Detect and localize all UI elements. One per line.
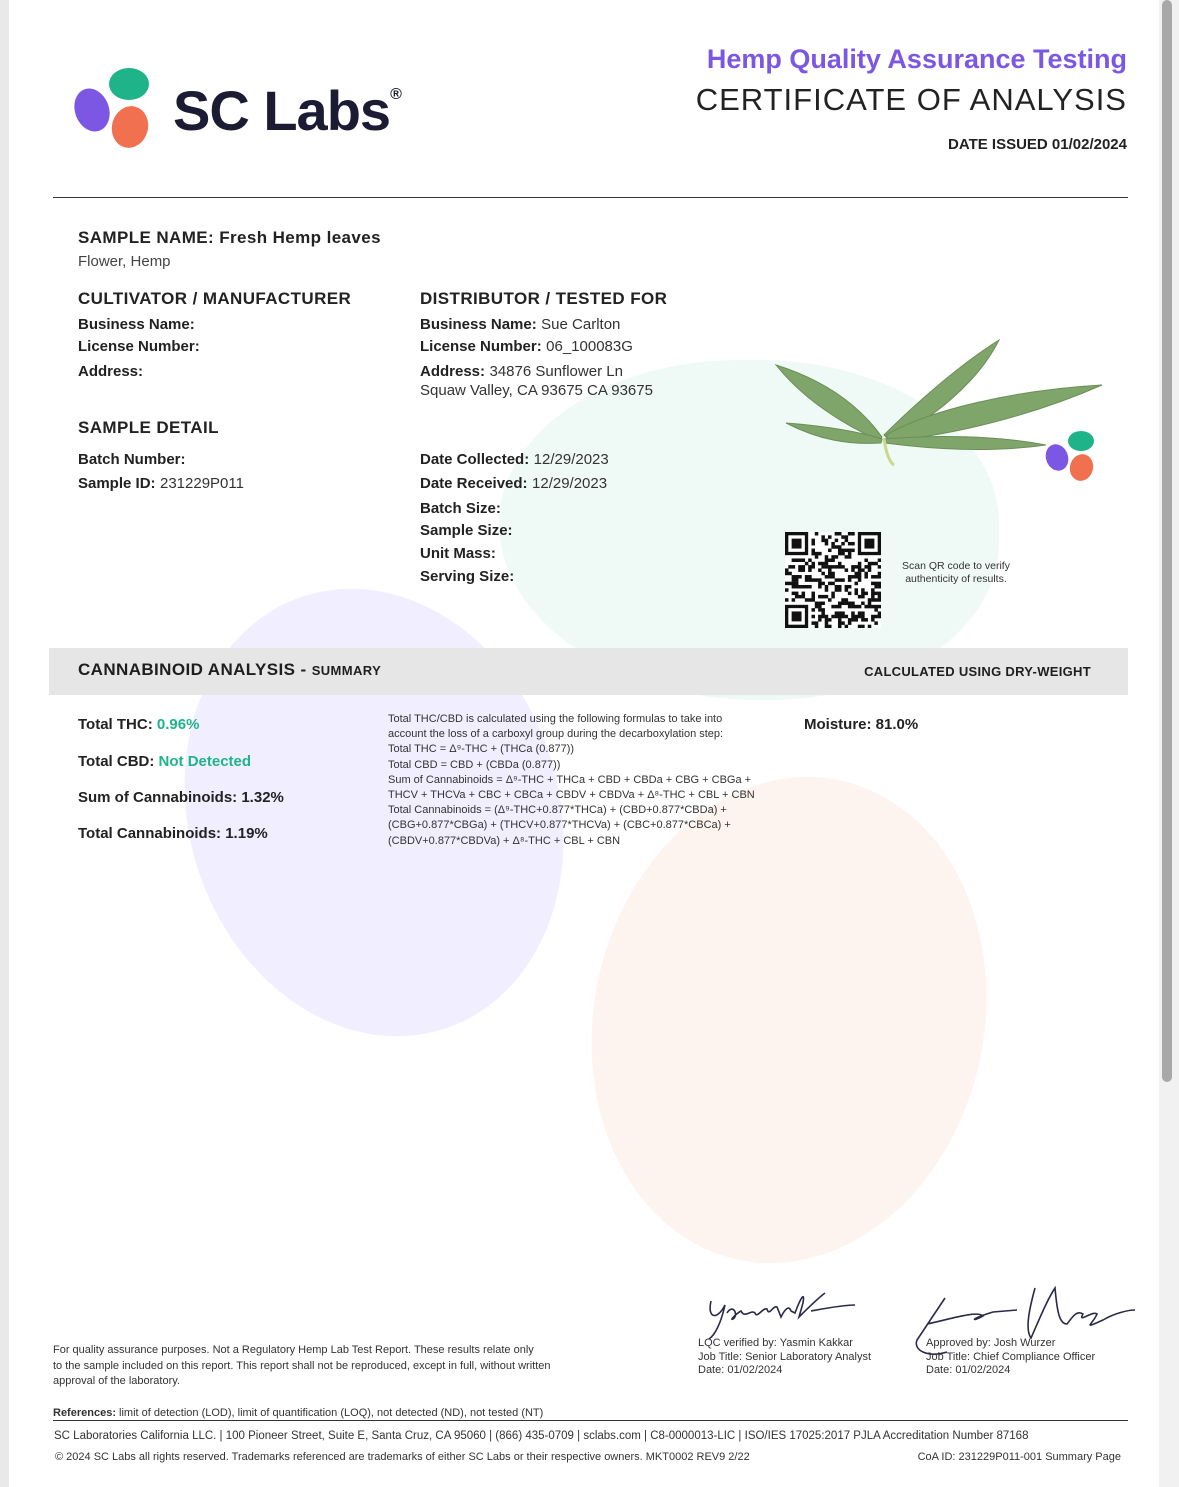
qr-caption: Scan QR code to verify authenticity of results.: [902, 560, 1010, 585]
moisture: Moisture: 81.0%: [804, 716, 919, 733]
report-subtitle: Hemp Quality Assurance Testing: [706, 44, 1127, 74]
report-title: CERTIFICATE OF ANALYSIS: [695, 82, 1127, 117]
distributor-address-line2: Squaw Valley, CA 93675 CA 93675: [420, 382, 653, 399]
sample-name: SAMPLE NAME: Fresh Hemp leaves: [78, 228, 381, 247]
approval-block: Approved by: Josh Wurzer Job Title: Chief Compliance Officer Date: 01/02/2024: [926, 1337, 1096, 1376]
copyright-line: © 2024 SC Labs all rights reserved. Trademarks referenced are trademarks of either SC Labs or their respective owners. MKT0002 REV9 2/22: [55, 1451, 750, 1463]
header-divider: [53, 197, 1128, 198]
batch-number-label: Batch Number:: [78, 451, 186, 468]
qr-code-icon[interactable]: [785, 532, 881, 628]
sample-id: Sample ID: 231229P011: [78, 475, 244, 492]
batch-size-label: Batch Size:: [420, 500, 501, 517]
total-thc: Total THC: 0.96%: [78, 716, 200, 733]
date-collected: Date Collected: 12/29/2023: [420, 451, 609, 468]
quality-assurance-note: For quality assurance purposes. Not a Regulatory Hemp Lab Test Report. These results relate only to the sample included on this report. This report shall not be reproduced, except in full, without written approval of the laboratory.: [53, 1344, 551, 1387]
footer-divider: [53, 1420, 1128, 1421]
date-received: Date Received: 12/29/2023: [420, 475, 608, 492]
sample-detail-heading: SAMPLE DETAIL: [78, 418, 219, 437]
vertical-scrollbar[interactable]: [1159, 0, 1179, 1487]
formula-notes: Total THC/CBD is calculated using the following formulas to take into account the loss of a carboxyl group during the decarboxylation step: Total THC = Δ⁹-THC + (THCa (0.877)) Total CBD = CBD + (CBDa (0.877)) Sum of Cannabinoids = Δ⁹-THC + THCa + CBD + CBDa + CBG + CBGa + THCV + THCVa + CBC + CBCa + CBDV + CBDVa + Δ⁸-THC + CBL + CBN Total Cannabinoids = (Δ⁹-THC+0.877*THCa) + (CBD+0.877*CBDa) + (CBG+0.877*CBGa) + (THCV+0.877*THCVa) + (CBC+0.877*CBCa) + (CBDV+0.877*CBDVa) + Δ⁸-THC + CBL + CBN: [388, 713, 755, 847]
yasmin-signature-image: [697, 1283, 867, 1343]
date-issued: DATE ISSUED 01/02/2024: [948, 136, 1127, 153]
unit-mass-label: Unit Mass:: [420, 545, 496, 562]
coa-page: [9, 0, 1159, 1487]
cultivator-address-label: Address:: [78, 363, 144, 380]
distributor-license: License Number: 06_100083G: [420, 338, 633, 355]
sample-type: Flower, Hemp: [78, 253, 171, 270]
serving-size-label: Serving Size:: [420, 568, 515, 585]
distributor-business-name: Business Name: Sue Carlton: [420, 316, 621, 333]
references: References: limit of detection (LOD), limit of quantification (LOQ), not detected (ND), not tested (NT): [53, 1407, 544, 1419]
sample-size-label: Sample Size:: [420, 522, 513, 539]
analysis-title: CANNABINOID ANALYSIS - SUMMARY: [78, 660, 382, 679]
distributor-heading: DISTRIBUTOR / TESTED FOR: [420, 289, 668, 308]
sc-labs-logo-icon: [75, 68, 155, 150]
total-cbd: Total CBD: Not Detected: [78, 753, 252, 770]
cultivator-license-label: License Number:: [78, 338, 200, 355]
distributor-address: Address: 34876 Sunflower Ln: [420, 363, 623, 380]
coa-id: CoA ID: 231229P011-001 Summary Page: [917, 1451, 1121, 1463]
lab-address-line: SC Laboratories California LLC. | 100 Pioneer Street, Suite E, Santa Cruz, CA 95060 | (866) 435-0709 | sclabs.com | C8-0000013-LIC | ISO/IES 17025:2017 PJLA Accreditation Number 87168: [54, 1430, 1029, 1442]
cultivator-heading: CULTIVATOR / MANUFACTURER: [78, 289, 352, 308]
sum-of-cannabinoids: Sum of Cannabinoids: 1.32%: [78, 789, 284, 806]
scrollbar-thumb[interactable]: [1162, 0, 1172, 1082]
total-cannabinoids: Total Cannabinoids: 1.19%: [78, 825, 268, 842]
small-logo-icon: [1046, 431, 1098, 483]
cultivator-business-name-label: Business Name:: [78, 316, 195, 333]
analysis-method: CALCULATED USING DRY-WEIGHT: [864, 664, 1091, 679]
brand-name: SC Labs®: [173, 79, 401, 142]
lqc-verification: LQC verified by: Yasmin Kakkar Job Title: Senior Laboratory Analyst Date: 01/02/2024: [698, 1337, 872, 1376]
